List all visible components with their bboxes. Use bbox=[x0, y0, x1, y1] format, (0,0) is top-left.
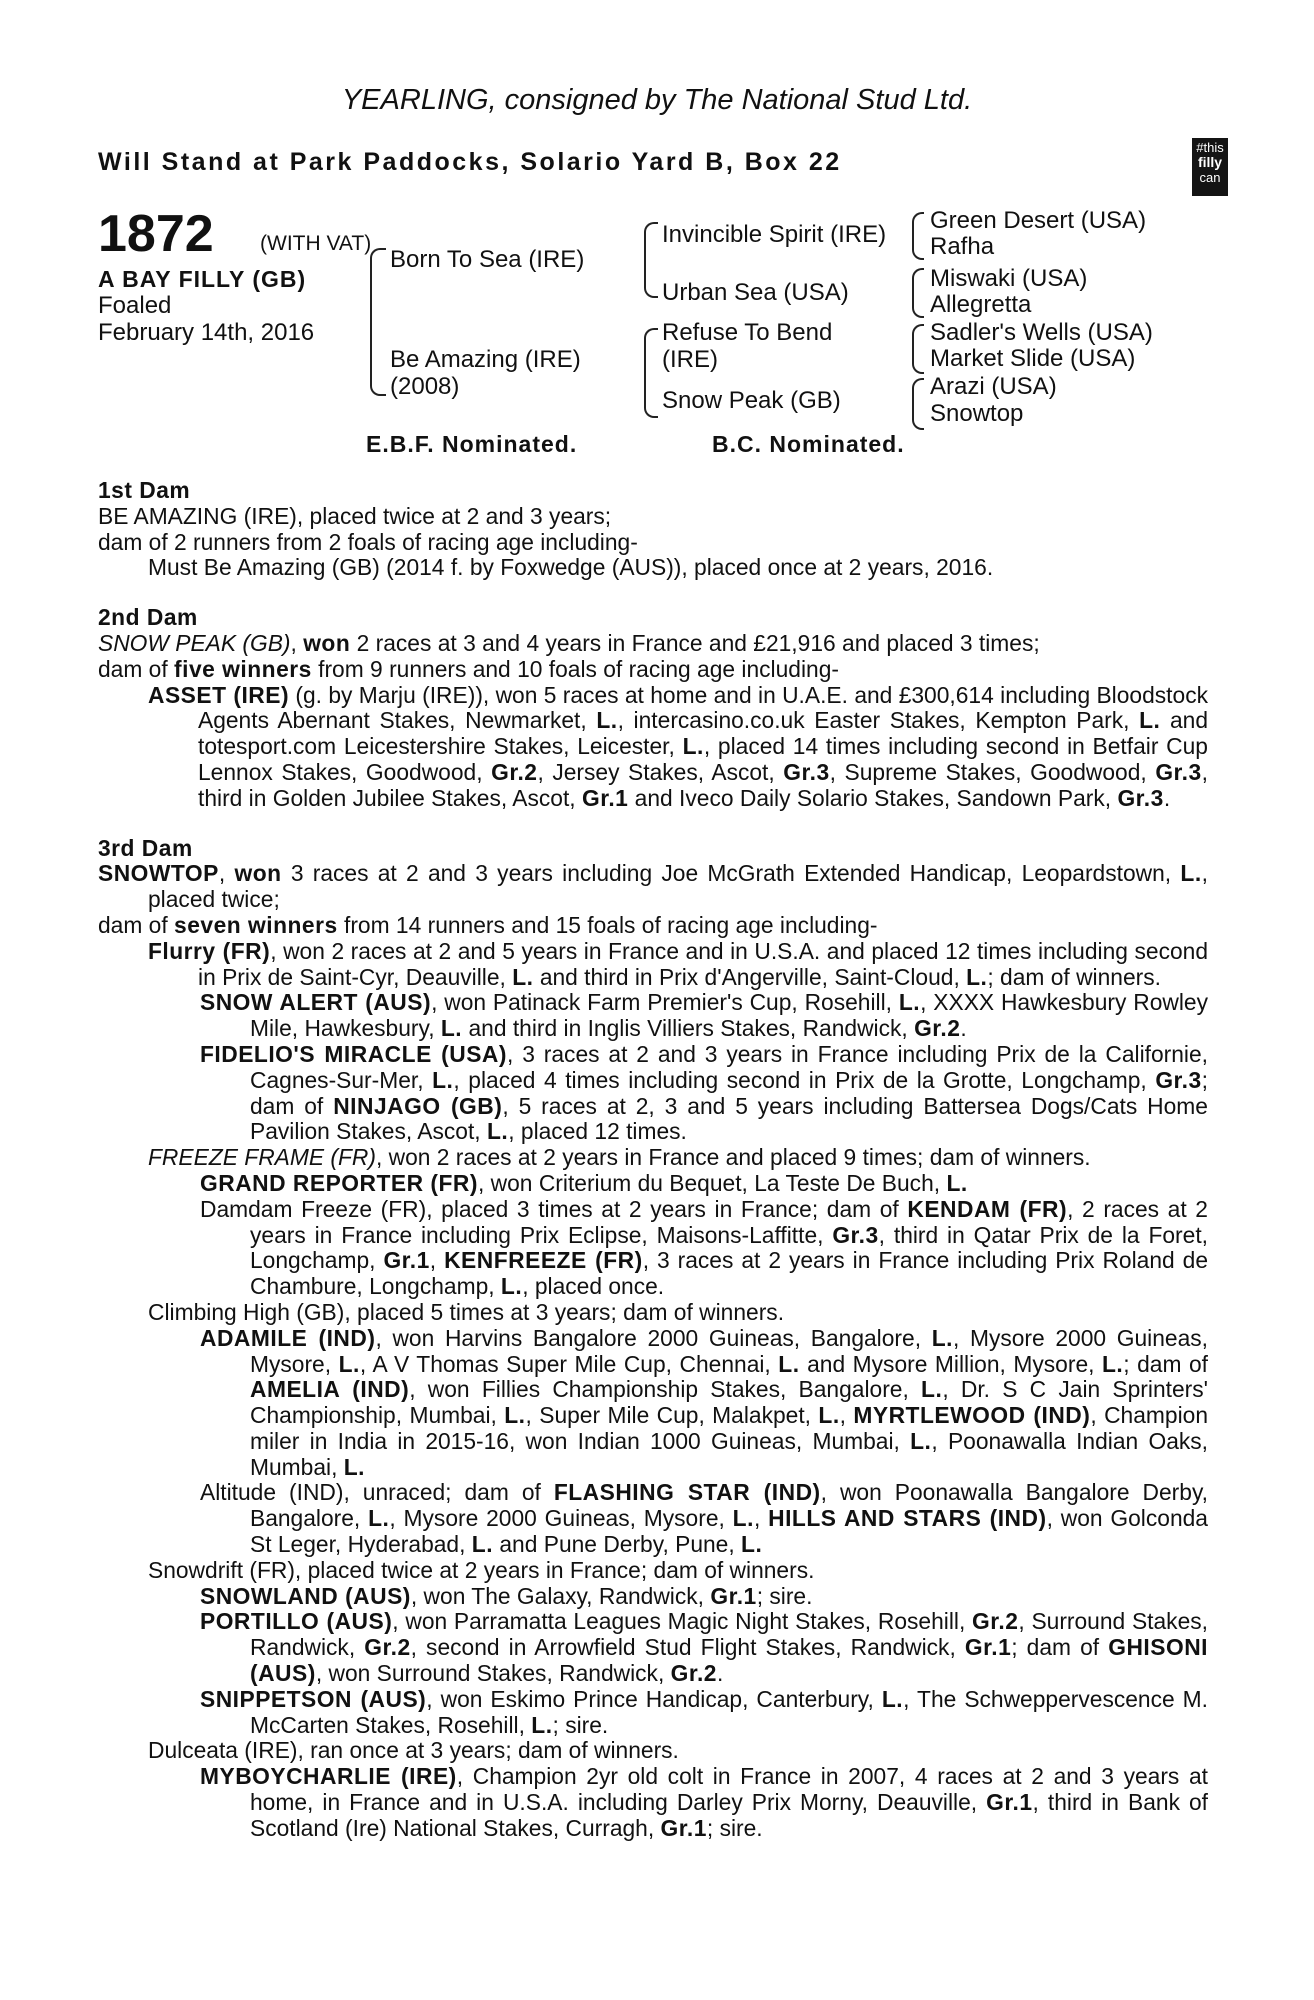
vat-note: (WITH VAT) bbox=[260, 232, 372, 255]
entry-snowdrift: Snowdrift (FR), placed twice at 2 years in France; dam of winners. bbox=[148, 1556, 815, 1583]
entry-climbing-high: Climbing High (GB), placed 5 times at 3 years; dam of winners. bbox=[148, 1298, 785, 1325]
entry-snowland: SNOWLAND (AUS), won The Galaxy, Randwick, Gr.1; sire. bbox=[200, 1582, 813, 1609]
catalogue-body bbox=[98, 478, 1208, 1842]
ebf-nominated: E.B.F. Nominated. bbox=[366, 431, 578, 457]
grandparent-6: Market Slide (USA) bbox=[930, 345, 1136, 372]
dam-sire: Refuse To Bend bbox=[662, 319, 833, 346]
grandparent-2: Rafha bbox=[930, 233, 995, 260]
foaled-date: February 14th, 2016 bbox=[98, 319, 315, 346]
bracket-g1 bbox=[912, 212, 924, 260]
entry-asset: ASSET (IRE) (g. by Marju (IRE)), won 5 races at home and in U.A.E. and £300,614 including Bloodstock Agents Abernant Stakes, Newmarket, L., intercasino.co.uk Easter Stakes, Kempton Park, L. and totesport.com Leicestershire Stakes, Leicester, L., placed 14 times including second in Betfair Cup Lennox Stakes, Goodwood, Gr.2, Jersey Stakes, Ascot, Gr.3, Supreme Stakes, Goodwood, Gr.3, third in Golden Jubilee Stakes, Ascot, Gr.1 and Iveco Daily Solario Stakes, Sandown Park, Gr.3. bbox=[148, 681, 1209, 811]
sire: Born To Sea (IRE) bbox=[390, 246, 585, 273]
dam-sire-country: (IRE) bbox=[662, 346, 718, 373]
bracket-g4 bbox=[912, 378, 924, 430]
grandparent-1: Green Desert (USA) bbox=[930, 207, 1147, 234]
entry-portillo: PORTILLO (AUS), won Parramatta Leagues Magic Night Stakes, Rosehill, Gr.2, Surround Stakes, Randwick, Gr.2, second in Arrowfield Stud Flight Stakes, Randwick, Gr.1; dam of GHISONI (AUS), won Surround Stakes, Randwick, Gr.2. bbox=[200, 1608, 1208, 1687]
dam-year: (2008) bbox=[390, 373, 460, 400]
stable-location: Will Stand at Park Paddocks, Solario Yard B, Box 22 bbox=[98, 148, 842, 176]
horse-name: A BAY FILLY (GB) bbox=[98, 266, 307, 292]
thisfillycan-logo bbox=[1192, 138, 1228, 196]
grandparent-8: Snowtop bbox=[930, 400, 1024, 427]
entry-grand-reporter: GRAND REPORTER (FR), won Criterium du Bequet, La Teste De Buch, L. bbox=[200, 1169, 968, 1196]
entry-snow-alert: SNOW ALERT (AUS), won Patinack Farm Premier's Cup, Rosehill, L., XXXX Hawkesbury Rowley Mile, Hawkesbury, L. and third in Inglis Villiers Stakes, Randwick, Gr.2. bbox=[200, 989, 1208, 1042]
entry-dulceata: Dulceata (IRE), ran once at 3 years; dam of winners. bbox=[148, 1737, 679, 1764]
badge-line-3: can bbox=[1199, 170, 1221, 185]
entry-altitude: Altitude (IND), unraced; dam of FLASHING STAR (IND), won Poonawalla Bangalore Derby, Bangalore, L., Mysore 2000 Guineas, Mysore, L., HILLS AND STARS (IND), won Golconda St Leger, Hyderabad, L. and Pune Derby, Pune, L. bbox=[200, 1479, 1208, 1558]
second-dam-produce: dam of five winners from 9 runners and 10 foals of racing age including- bbox=[98, 655, 839, 682]
bc-nominated: B.C. Nominated. bbox=[712, 431, 905, 457]
grandparent-7: Arazi (USA) bbox=[930, 373, 1057, 400]
badge-line-1: #this bbox=[1196, 140, 1224, 155]
foaled-label: Foaled bbox=[98, 292, 172, 319]
sire-sire: Invincible Spirit (IRE) bbox=[662, 221, 887, 248]
dam-dam: Snow Peak (GB) bbox=[662, 387, 841, 414]
dam: Be Amazing (IRE) bbox=[390, 346, 581, 373]
third-dam-produce: dam of seven winners from 14 runners and 15 foals of racing age including- bbox=[98, 911, 878, 938]
entry-adamile: ADAMILE (IND), won Harvins Bangalore 2000 Guineas, Bangalore, L., Mysore 2000 Guineas, Mysore, L., A V Thomas Super Mile Cup, Chennai, L. and Mysore Million, Mysore, L.; dam of AMELIA (IND), won Fillies Championship Stakes, Bangalore, L., Dr. S C Jain Sprinters' Championship, Mumbai, L., Super Mile Cup, Malakpet, L., MYRTLEWOOD (IND), Champion miler in India in 2015-16, won Indian 1000 Guineas, Mumbai, L., Poonawalla Indian Oaks, Mumbai, L. bbox=[200, 1324, 1209, 1480]
grandparent-5: Sadler's Wells (USA) bbox=[930, 319, 1153, 346]
entry-fidelios-miracle: FIDELIO'S MIRACLE (USA), 3 races at 2 and 3 years in France including Prix de la Californie, Cagnes-Sur-Mer, L., placed 4 times including second in Prix de la Grotte, Longchamp, Gr.3; dam of NINJAGO (GB), 5 races at 2, 3 and 5 years including Battersea Dogs/Cats Home Pavilion Stakes, Ascot, L., placed 12 times. bbox=[200, 1040, 1209, 1145]
sire-dam: Urban Sea (USA) bbox=[662, 279, 849, 306]
third-dam-record: SNOWTOP, won 3 races at 2 and 3 years including Joe McGrath Extended Handicap, Leopardstown, L., placed twice; bbox=[98, 860, 1208, 913]
second-dam-record: SNOW PEAK (GB), won 2 races at 3 and 4 years in France and £21,916 and placed 3 times; bbox=[98, 629, 1040, 656]
first-dam-foal: Must Be Amazing (GB) (2014 f. by Foxwedge (AUS)), placed once at 2 years, 2016. bbox=[148, 554, 994, 581]
first-dam-heading: 1st Dam bbox=[98, 477, 191, 503]
bracket-g3 bbox=[912, 324, 924, 374]
badge-line-2: filly bbox=[1197, 154, 1223, 170]
dam-line-bracket bbox=[644, 328, 658, 418]
lot-number: 1872 bbox=[98, 205, 214, 263]
entry-snippetson: SNIPPETSON (AUS), won Eskimo Prince Handicap, Canterbury, L., The Schweppervescence M. McCarten Stakes, Rosehill, L.; sire. bbox=[200, 1685, 1208, 1738]
first-dam-produce: dam of 2 runners from 2 foals of racing age including- bbox=[98, 528, 638, 555]
entry-flurry: Flurry (FR), won 2 races at 2 and 5 years in France and in U.S.A. and placed 12 times including second in Prix de Saint-Cyr, Deauville, L. and third in Prix d'Angerville, Saint-Cloud, L.; dam of winners. bbox=[148, 937, 1208, 990]
third-dam-heading: 3rd Dam bbox=[98, 834, 193, 861]
sire-dam-bracket bbox=[370, 248, 386, 396]
grandparent-3: Miswaki (USA) bbox=[930, 265, 1088, 292]
entry-myboycharlie: MYBOYCHARLIE (IRE), Champion 2yr old colt in France in 2007, 4 races at 2 and 3 years at home, in France and in U.S.A. including Darley Prix Morny, Deauville, Gr.1, third in Bank of Scotland (Ire) National Stakes, Curragh, Gr.1; sire. bbox=[200, 1763, 1208, 1841]
first-dam-line: BE AMAZING (IRE), placed twice at 2 and 3 years; bbox=[98, 502, 612, 529]
grandparent-4: Allegretta bbox=[930, 291, 1032, 318]
second-dam-heading: 2nd Dam bbox=[98, 604, 198, 631]
entry-freeze-frame: FREEZE FRAME (FR), won 2 races at 2 years in France and placed 9 times; dam of winners. bbox=[148, 1144, 1091, 1171]
sire-line-bracket bbox=[644, 222, 658, 298]
bracket-g2 bbox=[912, 268, 924, 318]
entry-damdam-freeze: Damdam Freeze (FR), placed 3 times at 2 years in France; dam of KENDAM (FR), 2 races at 2 years in France including Prix Eclipse, Maisons-Laffitte, Gr.3, third in Qatar Prix de la Foret, Longchamp, Gr.1, KENFREEZE (FR), 3 races at 2 years in France including Prix Roland de Chambure, Longchamp, L., placed once. bbox=[200, 1195, 1209, 1300]
page-title: YEARLING, consigned by The National Stud Ltd. bbox=[341, 84, 973, 116]
